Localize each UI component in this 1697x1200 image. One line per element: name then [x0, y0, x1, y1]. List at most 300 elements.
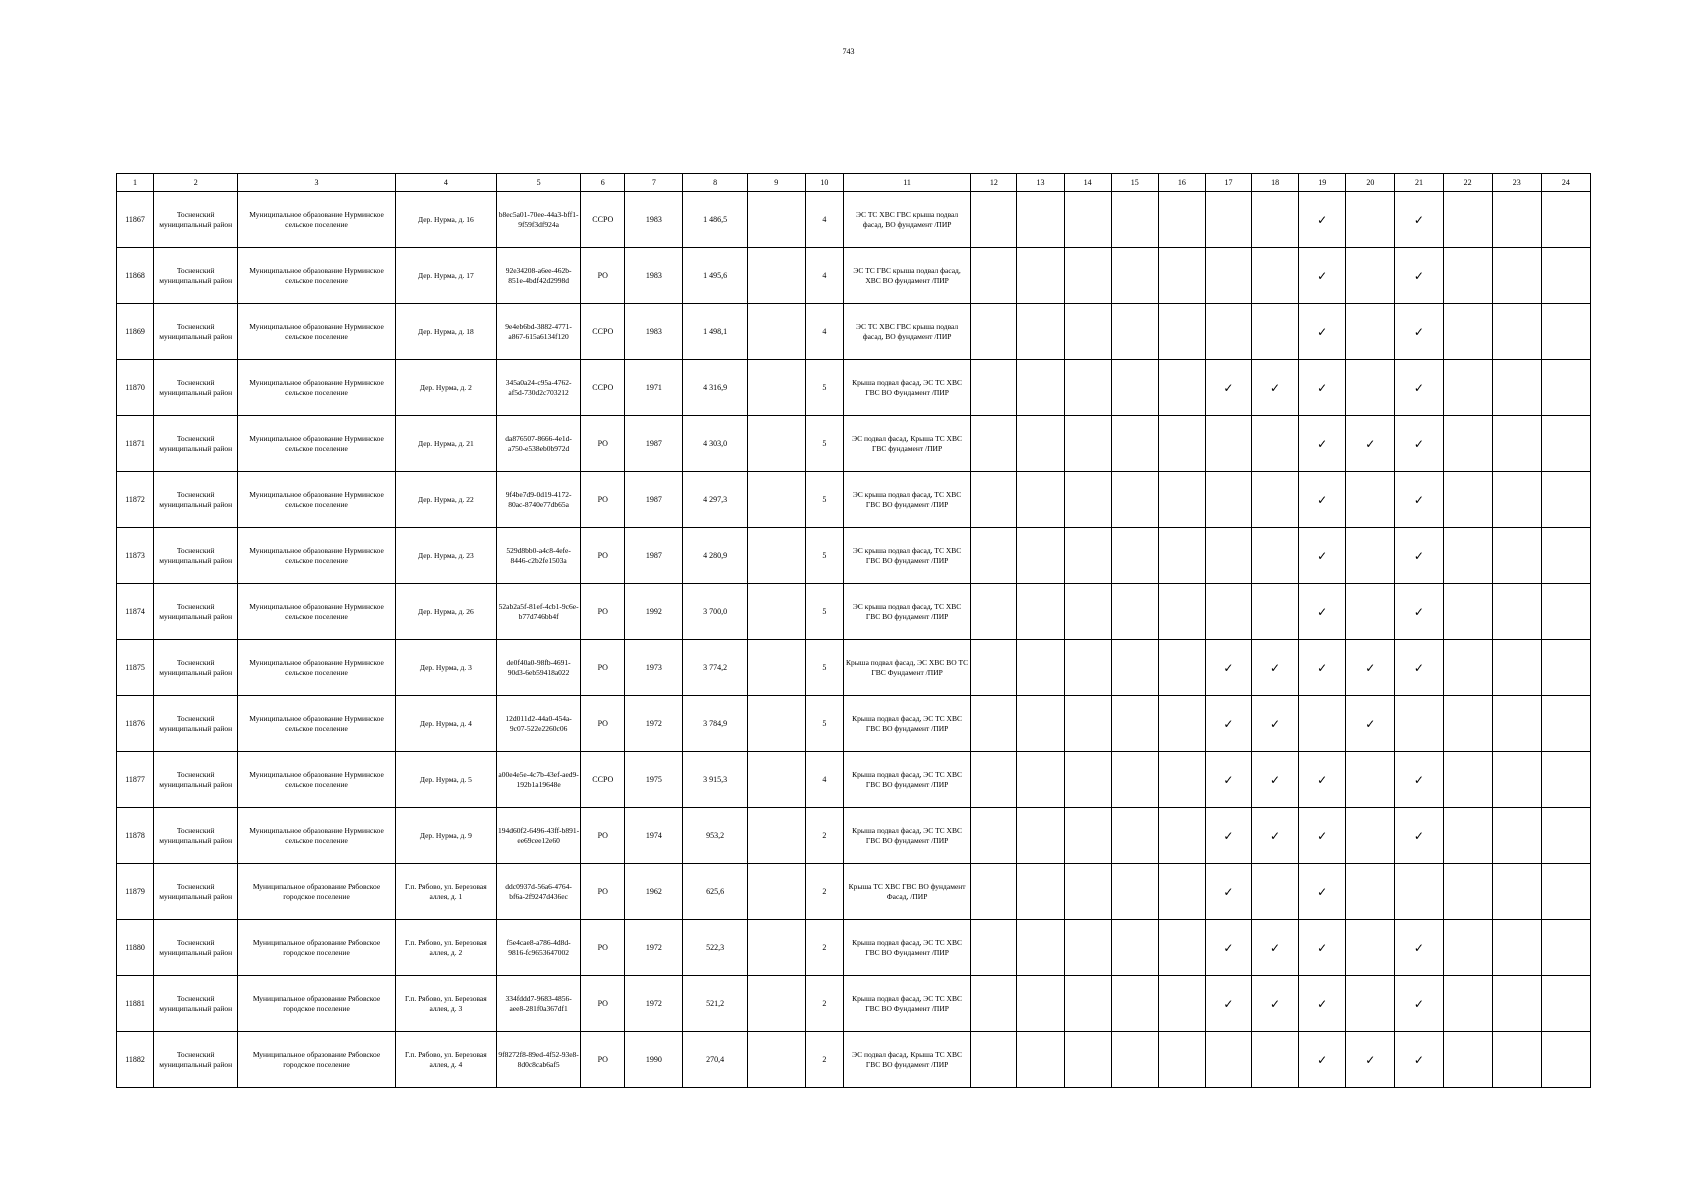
column-header-20: 20: [1346, 174, 1395, 192]
table-row: [117, 864, 1591, 920]
empty-cell: [1443, 192, 1492, 248]
column-header-19: 19: [1299, 174, 1346, 192]
check-mark-icon: ✓: [1299, 360, 1346, 416]
check-mark-icon: ✓: [1299, 752, 1346, 808]
table-row: [117, 304, 1591, 360]
address-cell: Дер. Нурма, д. 5: [395, 752, 496, 808]
empty-cell: [1017, 1032, 1064, 1088]
column-header-4: 4: [395, 174, 496, 192]
row-id: 11868: [117, 248, 154, 304]
floors-cell: 5: [805, 696, 843, 752]
works-list-cell: Крыша подвал фасад, ЭС ХВС ВО ТС ГВС Фундамент /ПИР: [843, 640, 970, 696]
row-id: 11867: [117, 192, 154, 248]
empty-cell: [1017, 472, 1064, 528]
check-mark-icon: ✓: [1395, 808, 1443, 864]
address-cell: Дер. Нурма, д. 23: [395, 528, 496, 584]
works-list-cell: Крыша подвал фасад, ЭС ТС ХВС ГВС ВО фундамент /ПИР: [843, 696, 970, 752]
column-header-8: 8: [683, 174, 747, 192]
empty-cell: [1017, 864, 1064, 920]
check-mark-icon: ✓: [1395, 752, 1443, 808]
empty-cell: [1064, 640, 1111, 696]
column-header-11: 11: [843, 174, 970, 192]
empty-cell: [1158, 416, 1205, 472]
empty-cell: [1443, 696, 1492, 752]
empty-cell: [1492, 976, 1541, 1032]
row-id: 11880: [117, 920, 154, 976]
check-mark-icon: ✓: [1299, 528, 1346, 584]
empty-cell: [1346, 864, 1395, 920]
empty-cell: [1017, 192, 1064, 248]
building-guid-cell: 345a0a24-c95a-4762-af5d-730d2c703212: [497, 360, 581, 416]
empty-cell: [1017, 304, 1064, 360]
district-cell: Тосненский муниципальный район: [154, 808, 238, 864]
check-mark-icon: ✓: [1205, 696, 1251, 752]
building-guid-cell: a00e4e5e-4c7b-43ef-aed9-192b1a19648e: [497, 752, 581, 808]
district-cell: Тосненский муниципальный район: [154, 752, 238, 808]
column-9-cell: [747, 696, 805, 752]
empty-cell: [1064, 584, 1111, 640]
management-type-cell: РО: [581, 808, 625, 864]
empty-cell: [1541, 360, 1590, 416]
check-mark-icon: ✓: [1395, 472, 1443, 528]
column-header-9: 9: [747, 174, 805, 192]
empty-cell: [1492, 752, 1541, 808]
empty-cell: [1492, 304, 1541, 360]
build-year-cell: 1973: [625, 640, 683, 696]
empty-cell: [1443, 304, 1492, 360]
management-type-cell: РО: [581, 472, 625, 528]
empty-cell: [1443, 248, 1492, 304]
column-header-3: 3: [238, 174, 395, 192]
build-year-cell: 1975: [625, 752, 683, 808]
empty-cell: [1205, 528, 1251, 584]
building-guid-cell: 334fddd7-9683-4856-aee8-281f0a367df1: [497, 976, 581, 1032]
build-year-cell: 1987: [625, 472, 683, 528]
empty-cell: [971, 752, 1017, 808]
address-cell: Дер. Нурма, д. 3: [395, 640, 496, 696]
works-list-cell: ЭС крыша подвал фасад, ТС ХВС ГВС ВО фундамент /ПИР: [843, 528, 970, 584]
build-year-cell: 1971: [625, 360, 683, 416]
empty-cell: [1017, 640, 1064, 696]
municipality-cell: Муниципальное образование Нурминское сельское поселение: [238, 304, 395, 360]
empty-cell: [971, 976, 1017, 1032]
check-mark-icon: ✓: [1299, 1032, 1346, 1088]
build-year-cell: 1983: [625, 192, 683, 248]
check-mark-icon: ✓: [1299, 248, 1346, 304]
empty-cell: [971, 360, 1017, 416]
empty-cell: [971, 192, 1017, 248]
empty-cell: [1158, 584, 1205, 640]
check-mark-icon: ✓: [1346, 416, 1395, 472]
empty-cell: [1111, 248, 1158, 304]
empty-cell: [1158, 976, 1205, 1032]
column-9-cell: [747, 472, 805, 528]
empty-cell: [1346, 808, 1395, 864]
check-mark-icon: ✓: [1299, 584, 1346, 640]
empty-cell: [1252, 584, 1299, 640]
column-header-21: 21: [1395, 174, 1443, 192]
empty-cell: [971, 304, 1017, 360]
table-row: [117, 920, 1591, 976]
empty-cell: [971, 472, 1017, 528]
empty-cell: [1252, 192, 1299, 248]
table-row: [117, 416, 1591, 472]
row-id: 11869: [117, 304, 154, 360]
empty-cell: [1492, 360, 1541, 416]
empty-cell: [1492, 696, 1541, 752]
building-guid-cell: f5e4cae8-a786-4d8d-9816-fc9653647002: [497, 920, 581, 976]
management-type-cell: РО: [581, 416, 625, 472]
empty-cell: [1205, 304, 1251, 360]
empty-cell: [971, 528, 1017, 584]
floors-cell: 2: [805, 808, 843, 864]
column-header-14: 14: [1064, 174, 1111, 192]
works-list-cell: ЭС ТС ХВС ГВС крыша подвал фасад, ВО фундамент /ПИР: [843, 192, 970, 248]
empty-cell: [1111, 416, 1158, 472]
district-cell: Тосненский муниципальный район: [154, 640, 238, 696]
check-mark-icon: ✓: [1205, 640, 1251, 696]
empty-cell: [1064, 752, 1111, 808]
empty-cell: [1541, 752, 1590, 808]
empty-cell: [1541, 304, 1590, 360]
empty-cell: [1252, 864, 1299, 920]
empty-cell: [1111, 304, 1158, 360]
empty-cell: [1111, 976, 1158, 1032]
district-cell: Тосненский муниципальный район: [154, 528, 238, 584]
area-cell: 3 784,9: [683, 696, 747, 752]
empty-cell: [1017, 752, 1064, 808]
column-header-13: 13: [1017, 174, 1064, 192]
empty-cell: [1492, 808, 1541, 864]
empty-cell: [1492, 584, 1541, 640]
empty-cell: [1443, 864, 1492, 920]
address-cell: Дер. Нурма, д. 16: [395, 192, 496, 248]
column-header-23: 23: [1492, 174, 1541, 192]
empty-cell: [1111, 808, 1158, 864]
row-id: 11877: [117, 752, 154, 808]
empty-cell: [1541, 192, 1590, 248]
empty-cell: [971, 584, 1017, 640]
check-mark-icon: ✓: [1395, 192, 1443, 248]
municipality-cell: Муниципальное образование Нурминское сельское поселение: [238, 752, 395, 808]
check-mark-icon: ✓: [1205, 360, 1251, 416]
build-year-cell: 1987: [625, 416, 683, 472]
empty-cell: [1346, 976, 1395, 1032]
check-mark-icon: ✓: [1346, 640, 1395, 696]
municipality-cell: Муниципальное образование Нурминское сельское поселение: [238, 696, 395, 752]
empty-cell: [1492, 528, 1541, 584]
building-guid-cell: b8ec5a01-70ee-44a3-bff1-9f59f3df924a: [497, 192, 581, 248]
area-cell: 1 486,5: [683, 192, 747, 248]
area-cell: 4 280,9: [683, 528, 747, 584]
check-mark-icon: ✓: [1205, 976, 1251, 1032]
building-guid-cell: 12d011d2-44a0-454a-9c07-522e2260c06: [497, 696, 581, 752]
municipality-cell: Муниципальное образование Рябовское городское поселение: [238, 920, 395, 976]
check-mark-icon: ✓: [1299, 472, 1346, 528]
empty-cell: [1017, 808, 1064, 864]
works-list-cell: ЭС подвал фасад, Крыша ТС ХВС ГВС фундамент /ПИР: [843, 416, 970, 472]
municipality-cell: Муниципальное образование Нурминское сельское поселение: [238, 584, 395, 640]
check-mark-icon: ✓: [1395, 976, 1443, 1032]
empty-cell: [1158, 752, 1205, 808]
empty-cell: [1158, 808, 1205, 864]
check-mark-icon: ✓: [1346, 696, 1395, 752]
build-year-cell: 1983: [625, 304, 683, 360]
address-cell: Г.п. Рябово, ул. Березовая аллея, д. 4: [395, 1032, 496, 1088]
check-mark-icon: ✓: [1299, 808, 1346, 864]
works-list-cell: ЭС крыша подвал фасад, ТС ХВС ГВС ВО фундамент /ПИР: [843, 472, 970, 528]
municipality-cell: Муниципальное образование Нурминское сельское поселение: [238, 640, 395, 696]
row-id: 11881: [117, 976, 154, 1032]
empty-cell: [1111, 528, 1158, 584]
check-mark-icon: ✓: [1299, 976, 1346, 1032]
works-list-cell: Крыша подвал фасад, ЭС ТС ХВС ГВС ВО фундамент /ПИР: [843, 752, 970, 808]
empty-cell: [1252, 416, 1299, 472]
district-cell: Тосненский муниципальный район: [154, 920, 238, 976]
check-mark-icon: ✓: [1395, 584, 1443, 640]
area-cell: 4 303,0: [683, 416, 747, 472]
empty-cell: [971, 1032, 1017, 1088]
column-9-cell: [747, 752, 805, 808]
empty-cell: [1111, 696, 1158, 752]
works-list-cell: Крыша подвал фасад, ЭС ТС ХВС ГВС ВО фундамент /ПИР: [843, 808, 970, 864]
empty-cell: [1492, 1032, 1541, 1088]
floors-cell: 2: [805, 976, 843, 1032]
column-9-cell: [747, 1032, 805, 1088]
table-row: [117, 808, 1591, 864]
address-cell: Г.п. Рябово, ул. Березовая аллея, д. 3: [395, 976, 496, 1032]
column-header-10: 10: [805, 174, 843, 192]
row-id: 11870: [117, 360, 154, 416]
empty-cell: [1111, 584, 1158, 640]
row-id: 11875: [117, 640, 154, 696]
column-header-22: 22: [1443, 174, 1492, 192]
empty-cell: [1064, 192, 1111, 248]
empty-cell: [1443, 976, 1492, 1032]
empty-cell: [1443, 1032, 1492, 1088]
area-cell: 1 498,1: [683, 304, 747, 360]
empty-cell: [1111, 640, 1158, 696]
empty-cell: [1064, 248, 1111, 304]
table-row: [117, 360, 1591, 416]
empty-cell: [1541, 696, 1590, 752]
management-type-cell: ССРО: [581, 752, 625, 808]
address-cell: Дер. Нурма, д. 21: [395, 416, 496, 472]
management-type-cell: РО: [581, 1032, 625, 1088]
empty-cell: [1492, 640, 1541, 696]
empty-cell: [1492, 864, 1541, 920]
column-9-cell: [747, 808, 805, 864]
table-row: [117, 976, 1591, 1032]
floors-cell: 5: [805, 416, 843, 472]
build-year-cell: 1974: [625, 808, 683, 864]
municipality-cell: Муниципальное образование Нурминское сельское поселение: [238, 808, 395, 864]
empty-cell: [1541, 416, 1590, 472]
column-header-7: 7: [625, 174, 683, 192]
empty-cell: [1492, 472, 1541, 528]
building-guid-cell: 529d8bb0-a4c8-4efe-8446-c2b2fe1503a: [497, 528, 581, 584]
building-guid-cell: 194d60f2-6496-43ff-b891-ee69cee12e60: [497, 808, 581, 864]
empty-cell: [1158, 472, 1205, 528]
column-9-cell: [747, 920, 805, 976]
building-guid-cell: ddc0937d-56a6-4764-bf6a-2f9247d436ec: [497, 864, 581, 920]
floors-cell: 4: [805, 248, 843, 304]
address-cell: Дер. Нурма, д. 26: [395, 584, 496, 640]
empty-cell: [1541, 248, 1590, 304]
check-mark-icon: ✓: [1205, 808, 1251, 864]
empty-cell: [1443, 640, 1492, 696]
management-type-cell: РО: [581, 528, 625, 584]
check-mark-icon: ✓: [1252, 360, 1299, 416]
empty-cell: [1205, 416, 1251, 472]
empty-cell: [1443, 808, 1492, 864]
build-year-cell: 1983: [625, 248, 683, 304]
row-id: 11882: [117, 1032, 154, 1088]
municipality-cell: Муниципальное образование Рябовское городское поселение: [238, 864, 395, 920]
empty-cell: [1111, 864, 1158, 920]
column-header-24: 24: [1541, 174, 1590, 192]
empty-cell: [1064, 416, 1111, 472]
building-guid-cell: 9e4eb6bd-3882-4771-a867-615a6134f120: [497, 304, 581, 360]
management-type-cell: ССРО: [581, 192, 625, 248]
district-cell: Тосненский муниципальный район: [154, 360, 238, 416]
floors-cell: 4: [805, 192, 843, 248]
empty-cell: [1064, 304, 1111, 360]
row-id: 11872: [117, 472, 154, 528]
build-year-cell: 1962: [625, 864, 683, 920]
empty-cell: [1346, 304, 1395, 360]
empty-cell: [971, 696, 1017, 752]
empty-cell: [1017, 360, 1064, 416]
area-cell: 3 915,3: [683, 752, 747, 808]
district-cell: Тосненский муниципальный район: [154, 248, 238, 304]
management-type-cell: РО: [581, 584, 625, 640]
check-mark-icon: ✓: [1395, 304, 1443, 360]
empty-cell: [1017, 248, 1064, 304]
row-id: 11879: [117, 864, 154, 920]
municipality-cell: Муниципальное образование Нурминское сельское поселение: [238, 416, 395, 472]
municipality-cell: Муниципальное образование Нурминское сельское поселение: [238, 360, 395, 416]
floors-cell: 5: [805, 584, 843, 640]
empty-cell: [1492, 248, 1541, 304]
empty-cell: [1395, 696, 1443, 752]
table-row: [117, 696, 1591, 752]
management-type-cell: РО: [581, 248, 625, 304]
empty-cell: [1541, 920, 1590, 976]
empty-cell: [1158, 1032, 1205, 1088]
works-list-cell: Крыша подвал фасад, ЭС ТС ХВС ГВС ВО Фундамент /ПИР: [843, 976, 970, 1032]
column-number-row: [117, 174, 1591, 192]
empty-cell: [971, 808, 1017, 864]
check-mark-icon: ✓: [1299, 304, 1346, 360]
empty-cell: [1158, 920, 1205, 976]
row-id: 11876: [117, 696, 154, 752]
empty-cell: [1443, 416, 1492, 472]
building-guid-cell: 9f4be7d9-0d19-4172-80ac-8740e77db65a: [497, 472, 581, 528]
empty-cell: [1205, 192, 1251, 248]
row-id: 11878: [117, 808, 154, 864]
municipality-cell: Муниципальное образование Рябовское городское поселение: [238, 976, 395, 1032]
check-mark-icon: ✓: [1395, 360, 1443, 416]
address-cell: Г.п. Рябово, ул. Березовая аллея, д. 2: [395, 920, 496, 976]
check-mark-icon: ✓: [1346, 1032, 1395, 1088]
address-cell: Дер. Нурма, д. 4: [395, 696, 496, 752]
empty-cell: [1017, 416, 1064, 472]
floors-cell: 4: [805, 752, 843, 808]
address-cell: Дер. Нурма, д. 18: [395, 304, 496, 360]
empty-cell: [1064, 472, 1111, 528]
check-mark-icon: ✓: [1395, 528, 1443, 584]
empty-cell: [1064, 1032, 1111, 1088]
works-list-cell: ЭС ТС ГВС крыша подвал фасад, ХВС ВО фундамент /ПИР: [843, 248, 970, 304]
column-9-cell: [747, 528, 805, 584]
check-mark-icon: ✓: [1395, 248, 1443, 304]
empty-cell: [1064, 696, 1111, 752]
municipality-cell: Муниципальное образование Нурминское сельское поселение: [238, 248, 395, 304]
row-id: 11873: [117, 528, 154, 584]
management-type-cell: РО: [581, 920, 625, 976]
column-header-2: 2: [154, 174, 238, 192]
empty-cell: [1064, 528, 1111, 584]
empty-cell: [1252, 1032, 1299, 1088]
empty-cell: [1492, 416, 1541, 472]
management-type-cell: РО: [581, 976, 625, 1032]
check-mark-icon: ✓: [1395, 640, 1443, 696]
empty-cell: [1017, 920, 1064, 976]
floors-cell: 2: [805, 920, 843, 976]
column-header-5: 5: [497, 174, 581, 192]
empty-cell: [1064, 976, 1111, 1032]
empty-cell: [1064, 808, 1111, 864]
empty-cell: [1111, 1032, 1158, 1088]
empty-cell: [1205, 248, 1251, 304]
table-row: [117, 640, 1591, 696]
empty-cell: [1443, 360, 1492, 416]
floors-cell: 4: [805, 304, 843, 360]
empty-cell: [1158, 304, 1205, 360]
column-9-cell: [747, 640, 805, 696]
works-list-cell: Крыша подвал фасад, ЭС ТС ХВС ГВС ВО Фундамент /ПИР: [843, 920, 970, 976]
empty-cell: [1541, 528, 1590, 584]
column-header-1: 1: [117, 174, 154, 192]
floors-cell: 2: [805, 1032, 843, 1088]
check-mark-icon: ✓: [1252, 752, 1299, 808]
empty-cell: [1158, 640, 1205, 696]
empty-cell: [1111, 192, 1158, 248]
check-mark-icon: ✓: [1299, 416, 1346, 472]
column-header-6: 6: [581, 174, 625, 192]
address-cell: Дер. Нурма, д. 9: [395, 808, 496, 864]
empty-cell: [1158, 696, 1205, 752]
district-cell: Тосненский муниципальный район: [154, 864, 238, 920]
building-guid-cell: 52ab2a5f-81ef-4cb1-9c6e-b77d746bb4f: [497, 584, 581, 640]
empty-cell: [1395, 864, 1443, 920]
empty-cell: [1346, 920, 1395, 976]
column-9-cell: [747, 248, 805, 304]
area-cell: 270,4: [683, 1032, 747, 1088]
district-cell: Тосненский муниципальный район: [154, 584, 238, 640]
works-list-cell: Крыша ТС ХВС ГВС ВО фундамент Фасад, /ПИР: [843, 864, 970, 920]
build-year-cell: 1992: [625, 584, 683, 640]
area-cell: 4 297,3: [683, 472, 747, 528]
empty-cell: [1492, 920, 1541, 976]
table-row: [117, 248, 1591, 304]
empty-cell: [971, 416, 1017, 472]
check-mark-icon: ✓: [1252, 920, 1299, 976]
municipality-cell: Муниципальное образование Нурминское сельское поселение: [238, 472, 395, 528]
empty-cell: [1158, 528, 1205, 584]
column-9-cell: [747, 416, 805, 472]
